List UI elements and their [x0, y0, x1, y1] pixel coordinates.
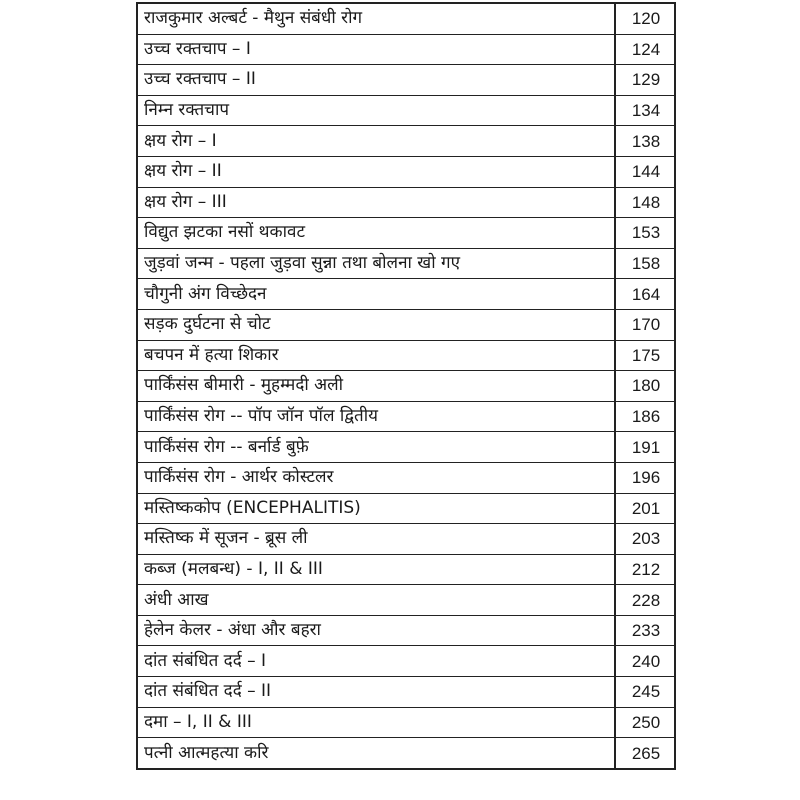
toc-entry-page-number: 180 — [615, 371, 675, 402]
toc-entry-title: दांत संबंधित दर्द – I — [137, 646, 615, 677]
toc-entry-title: सड़क दुर्घटना से चोट — [137, 309, 615, 340]
toc-entry-page-number: 196 — [615, 462, 675, 493]
toc-entry-page-number: 153 — [615, 218, 675, 249]
toc-entry-page-number: 164 — [615, 279, 675, 310]
toc-entry-title: मस्तिष्ककोप (ENCEPHALITIS) — [137, 493, 615, 524]
toc-entry-page-number: 120 — [615, 3, 675, 34]
toc-entry-page-number: 138 — [615, 126, 675, 157]
toc-entry-title: पार्किंसंस बीमारी - मुहम्मदी अली — [137, 371, 615, 402]
toc-entry-page-number: 240 — [615, 646, 675, 677]
toc-row — [137, 34, 675, 65]
toc-entry-page-number: 158 — [615, 248, 675, 279]
toc-entry-page-number: 124 — [615, 34, 675, 65]
toc-entry-page-number: 212 — [615, 554, 675, 585]
toc-entry-title: क्षय रोग – III — [137, 187, 615, 218]
toc-row — [137, 401, 675, 432]
toc-entry-title: दमा – I, II & III — [137, 707, 615, 738]
toc-entry-page-number: 186 — [615, 401, 675, 432]
toc-row — [137, 126, 675, 157]
toc-entry-title: कब्ज (मलबन्ध) - I, II & III — [137, 554, 615, 585]
toc-entry-title: मस्तिष्क में सूजन - ब्रूस ली — [137, 524, 615, 555]
toc-entry-page-number: 265 — [615, 738, 675, 769]
toc-row — [137, 646, 675, 677]
toc-row — [137, 493, 675, 524]
toc-entry-title: पार्किंसंस रोग - आर्थर कोस्टलर — [137, 462, 615, 493]
toc-entry-title: पार्किंसंस रोग -- बर्नार्ड बुफ़े — [137, 432, 615, 463]
toc-entry-title: जुड़वां जन्म - पहला जुड़वा सुन्ना तथा बोलना खो गए — [137, 248, 615, 279]
toc-entry-title: हेलेन केलर - अंधा और बहरा — [137, 615, 615, 646]
toc-row — [137, 187, 675, 218]
toc-entry-page-number: 228 — [615, 585, 675, 616]
toc-row — [137, 248, 675, 279]
toc-entry-page-number: 148 — [615, 187, 675, 218]
toc-row — [137, 524, 675, 555]
toc-row — [137, 95, 675, 126]
toc-row — [137, 462, 675, 493]
toc-entry-title: पत्नी आत्महत्या करि — [137, 738, 615, 769]
toc-row — [137, 615, 675, 646]
toc-entry-page-number: 134 — [615, 95, 675, 126]
table-of-contents — [136, 2, 676, 770]
toc-entry-page-number: 250 — [615, 707, 675, 738]
toc-entry-title: क्षय रोग – I — [137, 126, 615, 157]
toc-entry-title: बचपन में हत्या शिकार — [137, 340, 615, 371]
toc-row — [137, 3, 675, 34]
toc-entry-title: राजकुमार अल्बर्ट - मैथुन संबंधी रोग — [137, 3, 615, 34]
toc-entry-title: क्षय रोग – II — [137, 156, 615, 187]
toc-entry-page-number: 233 — [615, 615, 675, 646]
toc-row — [137, 309, 675, 340]
toc-row — [137, 279, 675, 310]
toc-body — [137, 3, 675, 769]
toc-row — [137, 677, 675, 708]
toc-entry-title: उच्च रक्तचाप – I — [137, 34, 615, 65]
toc-entry-page-number: 245 — [615, 677, 675, 708]
toc-entry-title: विद्युत झटका नसों थकावट — [137, 218, 615, 249]
toc-row — [137, 554, 675, 585]
toc-row — [137, 707, 675, 738]
toc-entry-page-number: 191 — [615, 432, 675, 463]
toc-row — [137, 65, 675, 96]
toc-row — [137, 371, 675, 402]
toc-row — [137, 585, 675, 616]
toc-entry-title: दांत संबंधित दर्द – II — [137, 677, 615, 708]
toc-entry-page-number: 203 — [615, 524, 675, 555]
toc-row — [137, 340, 675, 371]
toc-entry-page-number: 170 — [615, 309, 675, 340]
toc-entry-title: उच्च रक्तचाप – II — [137, 65, 615, 96]
toc-entry-title: पार्किंसंस रोग -- पॉप जॉन पॉल द्वितीय — [137, 401, 615, 432]
toc-row — [137, 218, 675, 249]
toc-entry-page-number: 175 — [615, 340, 675, 371]
toc-row — [137, 156, 675, 187]
toc-entry-page-number: 144 — [615, 156, 675, 187]
toc-row — [137, 738, 675, 769]
toc-row — [137, 432, 675, 463]
toc-entry-title: अंधी आख — [137, 585, 615, 616]
toc-entry-page-number: 129 — [615, 65, 675, 96]
toc-entry-title: चौगुनी अंग विच्छेदन — [137, 279, 615, 310]
toc-entry-title: निम्न रक्तचाप — [137, 95, 615, 126]
toc-entry-page-number: 201 — [615, 493, 675, 524]
